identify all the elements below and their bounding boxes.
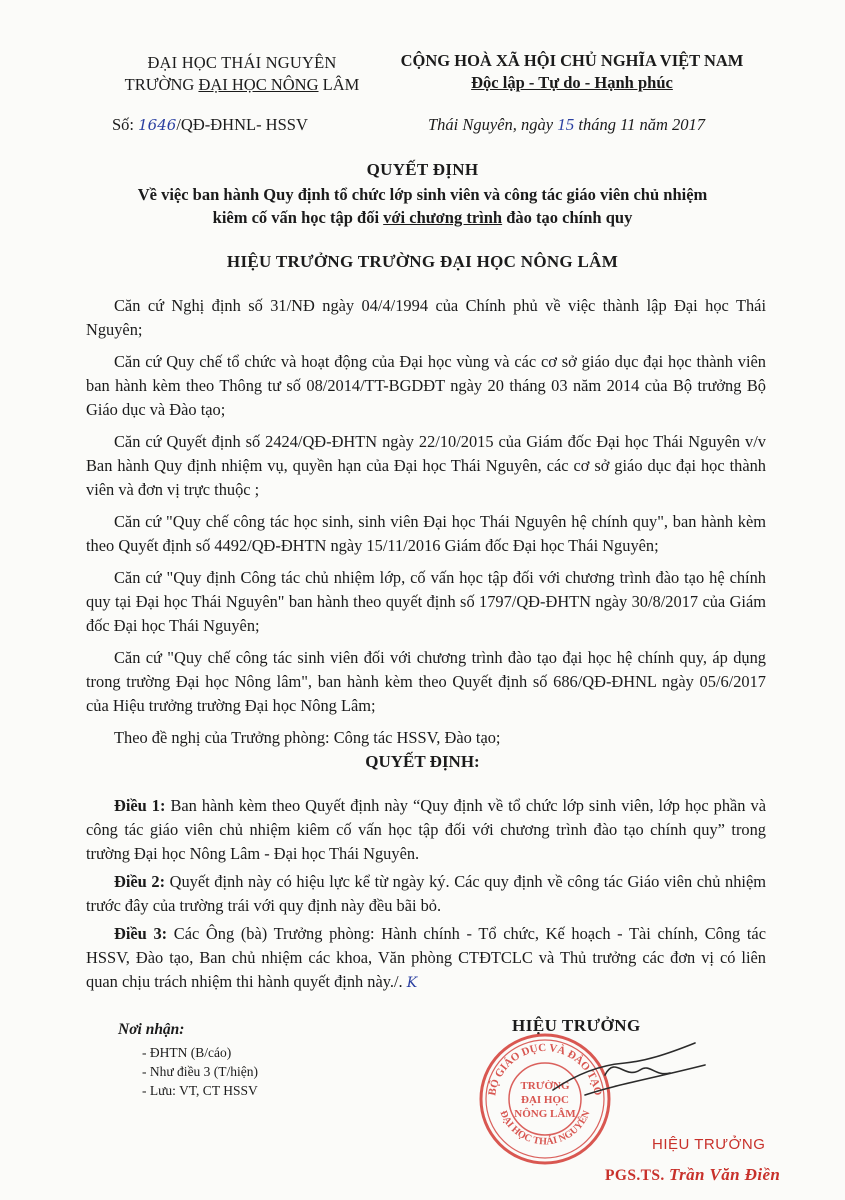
- legal-bases: [86, 294, 766, 756]
- national-motto: Độc lập - Tự do - Hạnh phúc: [471, 73, 673, 92]
- signatory-title: HIỆU TRƯỞNG: [512, 1016, 641, 1035]
- document-subtitle: [60, 183, 785, 229]
- decision-heading: QUYẾT ĐỊNH:: [365, 752, 480, 771]
- article-1: [86, 794, 766, 866]
- legal-basis-paragraph: Căn cứ Quyết định số 2424/QĐ-ĐHTN ngày 22/10/2015 của Giám đốc Đại học Thái Nguyên v/v Ban hành Quy định nhiệm vụ, quyền hạn của Đại học Thái Nguyên, các cơ sở giáo dục đại học thành viên và đơn vị trực thuộc ;: [86, 432, 766, 499]
- seal-bottom-text: ĐẠI HỌC THÁI NGUYÊN: [497, 1109, 593, 1148]
- article-3: [86, 922, 766, 995]
- subtitle-line-2: kiêm cố vấn học tập đối với chương trình đào tạo chính quy: [212, 208, 633, 227]
- seal-center-line: NÔNG LÂM: [514, 1108, 576, 1120]
- seal-center-line: TRƯỜNG: [520, 1080, 570, 1092]
- articles: [86, 794, 766, 999]
- article-label: Điều 1:: [114, 796, 166, 815]
- signatory-name: Trần Văn Điền: [668, 1165, 781, 1184]
- legal-basis-paragraph: Căn cứ "Quy chế công tác sinh viên đối với chương trình đào tạo đại học hệ chính quy, áp dụng trong trường Đại học Nông lâm", ban hành kèm theo Quyết định số 686/QĐ-ĐHNL ngày 05/6/2017 của Hiệu trưởng trường Đại học Nông Lâm;: [86, 648, 766, 715]
- article-label: Điều 3:: [114, 924, 168, 943]
- handwritten-number: 1646: [138, 116, 177, 134]
- handwritten-day: 15: [557, 115, 575, 134]
- national-header: [382, 50, 762, 94]
- article-text: Ban hành kèm theo Quyết định này “Quy định về tổ chức lớp sinh viên, lớp học phần và công tác giáo viên chủ nhiệm kiêm cố vấn học tập đối với chương trình đào tạo chính quy” trong trường Đại học Nông Lâm - Đại học Thái Nguyên.: [86, 796, 766, 863]
- document-title: QUYẾT ĐỊNH: [366, 160, 479, 179]
- issuing-organization: [92, 52, 392, 96]
- subtitle-line-1: Về việc ban hành Quy định tổ chức lớp sinh viên và công tác giáo viên chủ nhiệm: [137, 185, 708, 204]
- recipient-item: - ĐHTN (B/cáo): [142, 1045, 232, 1060]
- legal-basis-paragraph: Căn cứ Quy chế tổ chức và hoạt động của Đại học vùng và các cơ sở giáo dục đại học thành viên ban hành kèm theo Thông tư số 08/2014/TT-BGDĐT ngày 20 tháng 03 năm 2014 của Bộ trưởng Bộ Giáo dục và Đào tạo;: [86, 352, 766, 419]
- recipient-item: - Lưu: VT, CT HSSV: [142, 1083, 258, 1098]
- seal-center-line: ĐẠI HỌC: [521, 1094, 569, 1106]
- recipient-item: - Như điều 3 (T/hiện): [142, 1064, 259, 1079]
- parent-organization: ĐẠI HỌC THÁI NGUYÊN: [147, 53, 337, 72]
- recipients-heading: Nơi nhận:: [118, 1021, 185, 1038]
- stamp-role: HIỆU TRƯỞNG: [652, 1136, 766, 1153]
- nation-name: CỘNG HOÀ XÃ HỘI CHỦ NGHĨA VIỆT NAM: [400, 51, 744, 70]
- issuer-heading: HIỆU TRƯỞNG TRƯỜNG ĐẠI HỌC NÔNG LÂM: [226, 252, 619, 271]
- article-2: [86, 870, 766, 918]
- article-text: Các Ông (bà) Trưởng phòng: Hành chính - Tổ chức, Kế hoạch - Tài chính, Công tác HSSV, Đào tạo, Ban chủ nhiệm các khoa, Văn phòng CTĐTCLC và Thủ trưởng các đơn vị có liên quan chịu trách nhiệm thi hành quyết định này./.: [86, 924, 766, 991]
- legal-basis-paragraph: Căn cứ "Quy định Công tác chủ nhiệm lớp, cố vấn học tập đối với chương trình đào tạo hệ chính quy tại Đại học Thái Nguyên" ban hành theo quyết định số 1797/QĐ-ĐHTN ngày 30/8/2017 của Giám đốc Đại học Thái Nguyên;: [86, 568, 766, 635]
- article-label: Điều 2:: [114, 872, 166, 891]
- school-name: TRƯỜNG ĐẠI HỌC NÔNG LÂM: [124, 75, 360, 94]
- document-number: Số: 1646/QĐ-ĐHNL- HSSV: [112, 115, 308, 134]
- article-text: Quyết định này có hiệu lực kể từ ngày ký. Các quy định về công tác Giáo viên chủ nhiệm trước đây của trường trái với quy định này đều bãi bỏ.: [86, 872, 766, 915]
- signatory-name-stamp: PGS.TS. Trần Văn Điền: [605, 1165, 781, 1184]
- seal-ring-text: BỘ GIÁO DỤC VÀ ĐÀO TẠO: [486, 1041, 604, 1097]
- legal-basis-paragraph: Căn cứ Nghị định số 31/NĐ ngày 04/4/1994 của Chính phủ về việc thành lập Đại học Thái Nguyên;: [86, 296, 766, 339]
- proposal-paragraph: Theo đề nghị của Trưởng phòng: Công tác HSSV, Đào tạo;: [114, 728, 501, 747]
- place-and-date: Thái Nguyên, ngày 15 tháng 11 năm 2017: [428, 115, 706, 134]
- initial-mark: K: [406, 975, 418, 991]
- recipients-block: [118, 1020, 258, 1100]
- handwritten-signature: [545, 1035, 715, 1110]
- legal-basis-paragraph: Căn cứ "Quy chế công tác học sinh, sinh viên Đại học Thái Nguyên hệ chính quy", ban hành kèm theo Quyết định số 4492/QĐ-ĐHTN ngày 15/11/2016 Giám đốc Đại học Thái Nguyên;: [86, 512, 766, 555]
